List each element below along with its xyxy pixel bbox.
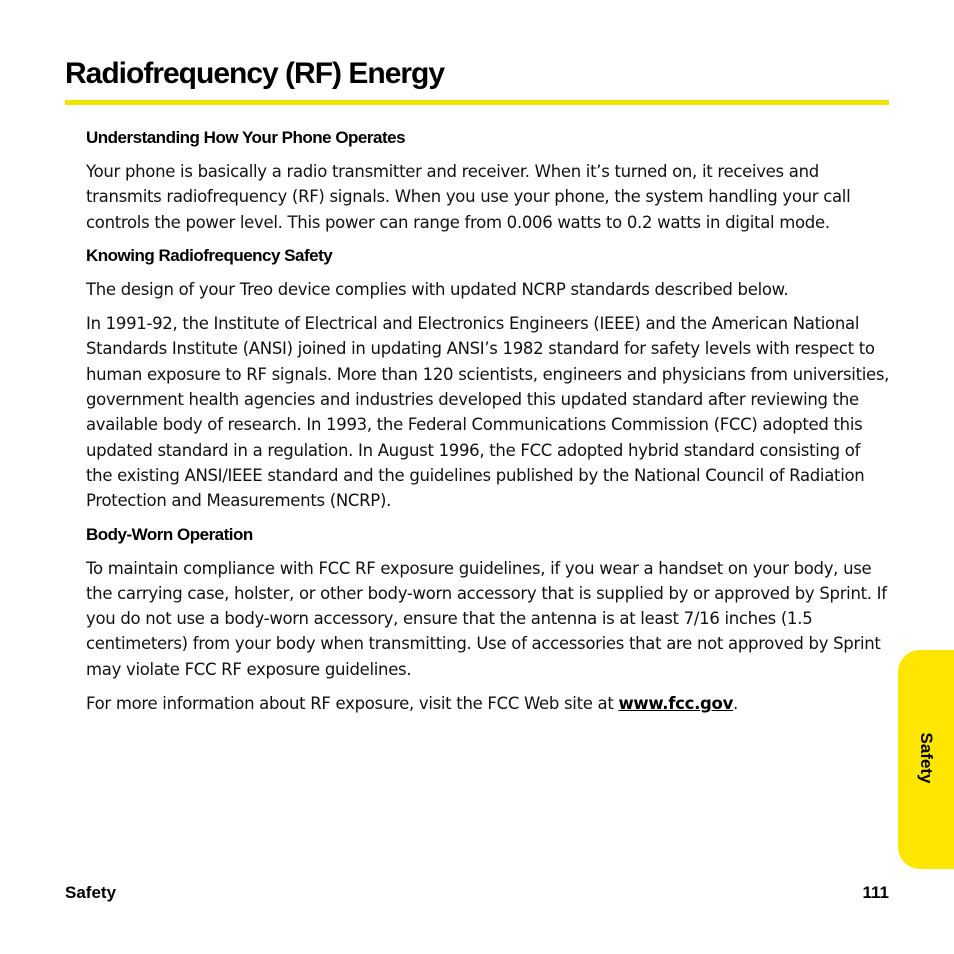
section-heading-body-worn: Body-Worn Operation [86, 524, 253, 544]
more-info-period: . [733, 694, 738, 714]
paragraph-treo-compliance: The design of your Treo device complies with updated NCRP standards described below. [86, 279, 789, 299]
footer-page-number: 111 [862, 883, 889, 902]
paragraph-more-info [86, 691, 891, 716]
paragraph-standards-history: In 1991-92, the Institute of Electrical and Electronics Engineers (IEEE) and the American National Standards Institute (ANSI) joined in updating ANSI’s 1982 standard for safety levels with respect to human exposure to RF signals. More than 120 scientists, engineers and physicians from universities, government health agencies and industries developed this updated standard after reviewing the available body of research. In 1993, the Federal Communications Commission (FCC) adopted this updated standard in a regulation. In August 1996, the FCC adopted hybrid standard consisting of the existing ANSI/IEEE standard and the guidelines published by the National Council of Radiation Protection and Measurements (NCRP). [86, 314, 890, 511]
more-info-text: For more information about RF exposure, visit the FCC Web site at [86, 694, 619, 714]
section-heading-phone-operates: Understanding How Your Phone Operates [86, 128, 406, 147]
title-underline [65, 100, 889, 105]
page-title: Radiofrequency (RF) Energy [65, 57, 445, 90]
footer-section-name: Safety [65, 883, 117, 902]
paragraph-phone-operates: Your phone is basically a radio transmitter and receiver. When it’s turned on, it receives and transmits radiofrequency (RF) signals. When you use your phone, the system handling your call controls the power level. This power can range from 0.006 watts to 0.2 watts in digital mode. [86, 162, 851, 232]
fcc-website-link[interactable]: www.fcc.gov [618, 694, 734, 714]
section-heading-rf-safety: Knowing Radiofrequency Safety [86, 245, 333, 265]
page-content [86, 126, 891, 725]
side-tab-label: Safety [917, 732, 936, 784]
paragraph-body-worn: To maintain compliance with FCC RF exposure guidelines, if you wear a handset on your body, use the carrying case, holster, or other body-worn accessory that is supplied by or approved by Sprint. If you do not use a body-worn accessory, ensure that the antenna is at least 7/16 inches (1.5 centimeters) from your body when transmitting. Use of accessories that are not approved by Sprint may violate FCC RF exposure guidelines. [86, 558, 887, 679]
